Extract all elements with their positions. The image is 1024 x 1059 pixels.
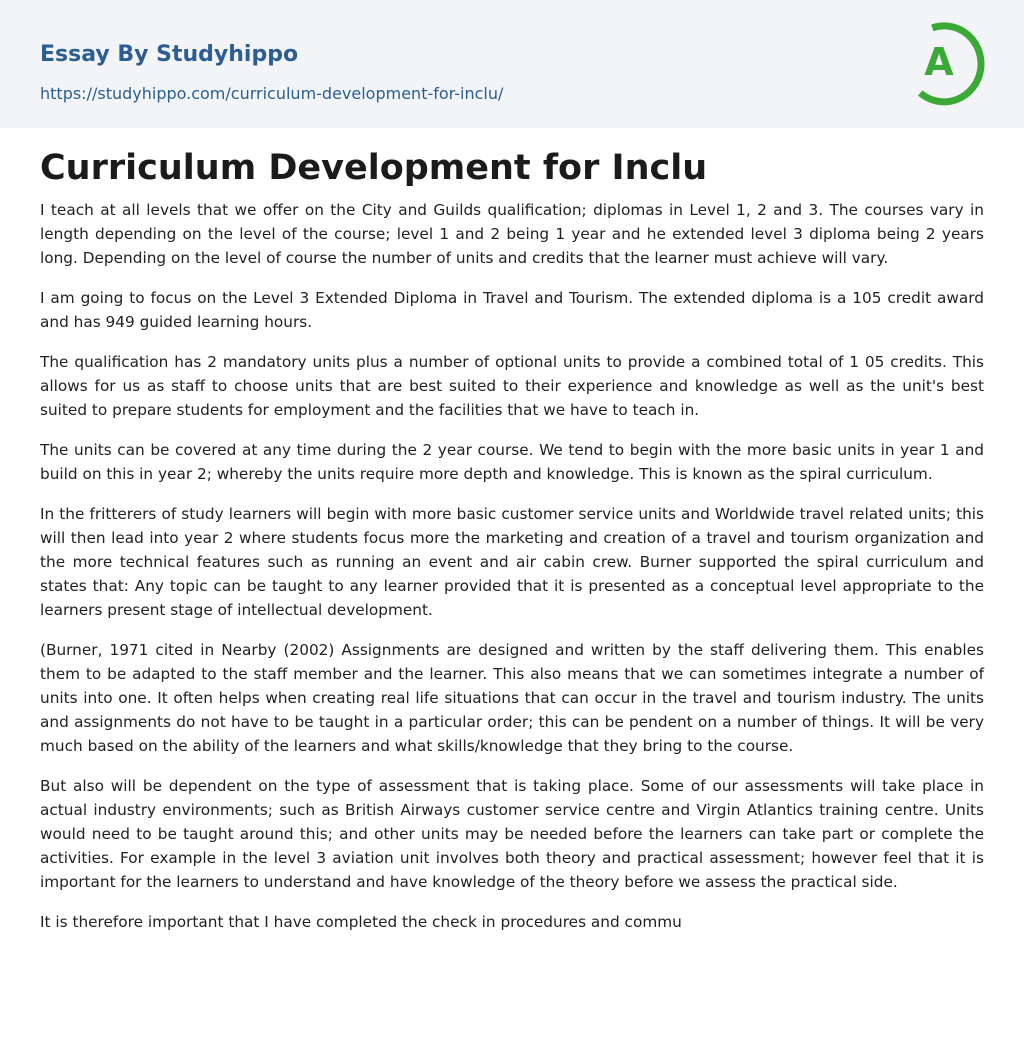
article-paragraph: It is therefore important that I have completed the check in procedures and commu — [40, 913, 682, 931]
article-paragraph: I am going to focus on the Level 3 Extended Diploma in Travel and Tourism. The extended diploma is a 105 credit award and has 949 guided learning hours. — [40, 289, 984, 331]
site-brand[interactable]: Essay By Studyhippo — [40, 42, 299, 67]
article-paragraph: The units can be covered at any time during the 2 year course. We tend to begin with the more basic units in year 1 and build on this in year 2; whereby the units require more depth and knowledge. This is known as the spiral curriculum. — [40, 441, 984, 483]
article-paragraph: In the fritterers of study learners will begin with more basic customer service units and Worldwide travel related units; this will then lead into year 2 where students focus more the marketing and creation of a travel and tourism organization and the more technical features such as running an event and air cabin crew. Burner supported the spiral curriculum and states that: Any topic can be taught to any learner provided that it is presented as a conceptual level appropriate to the learners present stage of intellectual development. — [40, 505, 984, 619]
article-paragraph: The qualification has 2 mandatory units plus a number of optional units to provide a combined total of 1 05 credits. This allows for us as staff to choose units that are best suited to their experience and knowledge as well as the unit's best suited to prepare students for employment and the facilities that we have to teach in. — [40, 353, 984, 419]
studyhippo-logo-icon[interactable] — [912, 18, 988, 106]
article-url-link[interactable]: https://studyhippo.com/curriculum-development-for-inclu/ — [40, 84, 504, 103]
article-paragraph: (Burner, 1971 cited in Nearby (2002) Assignments are designed and written by the staff delivering them. This enables them to be adapted to the staff member and the learner. This also means that we can sometimes integrate a number of units into one. It often helps when creating real life situations that can occur in the travel and tourism industry. The units and assignments do not have to be taught in a particular order; this can be pendent on a number of things. It will be very much based on the ability of the learners and what skills/knowledge that they bring to the course. — [40, 641, 984, 755]
article-title: Curriculum Development for Inclu — [40, 148, 708, 188]
site-header — [0, 0, 1024, 128]
article-paragraph: I teach at all levels that we offer on the City and Guilds qualification; diplomas in Level 1, 2 and 3. The courses vary in length depending on the level of the course; level 1 and 2 being 1 year and he extended level 3 diploma being 2 years long. Depending on the level of course the number of units and credits that the learner must achieve will vary. — [40, 201, 984, 267]
logo-letter: A — [924, 40, 954, 84]
article-paragraph: But also will be dependent on the type of assessment that is taking place. Some of our assessments will take place in actual industry environments; such as British Airways customer service centre and Virgin Atlantics training centre. Units would need to be taught around this; and other units may be needed before the learners can take part or complete the activities. For example in the level 3 aviation unit involves both theory and practical assessment; however feel that it is important for the learners to understand and have knowledge of the theory before we assess the practical side. — [40, 777, 984, 891]
article — [40, 146, 984, 950]
